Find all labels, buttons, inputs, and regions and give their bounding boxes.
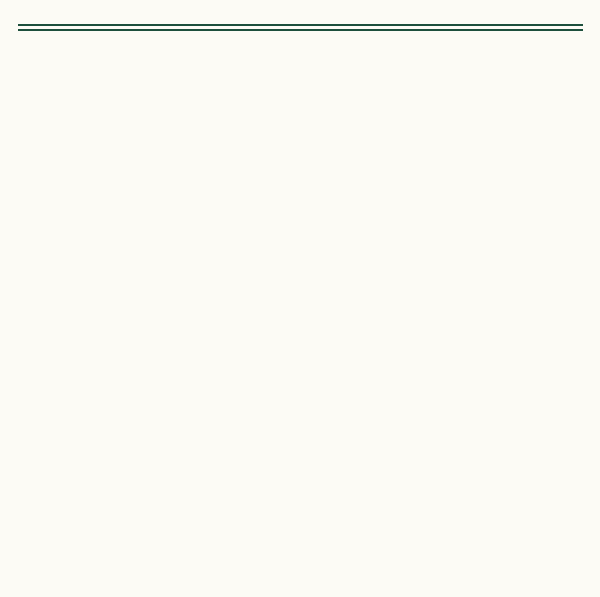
masthead (18, 24, 583, 31)
